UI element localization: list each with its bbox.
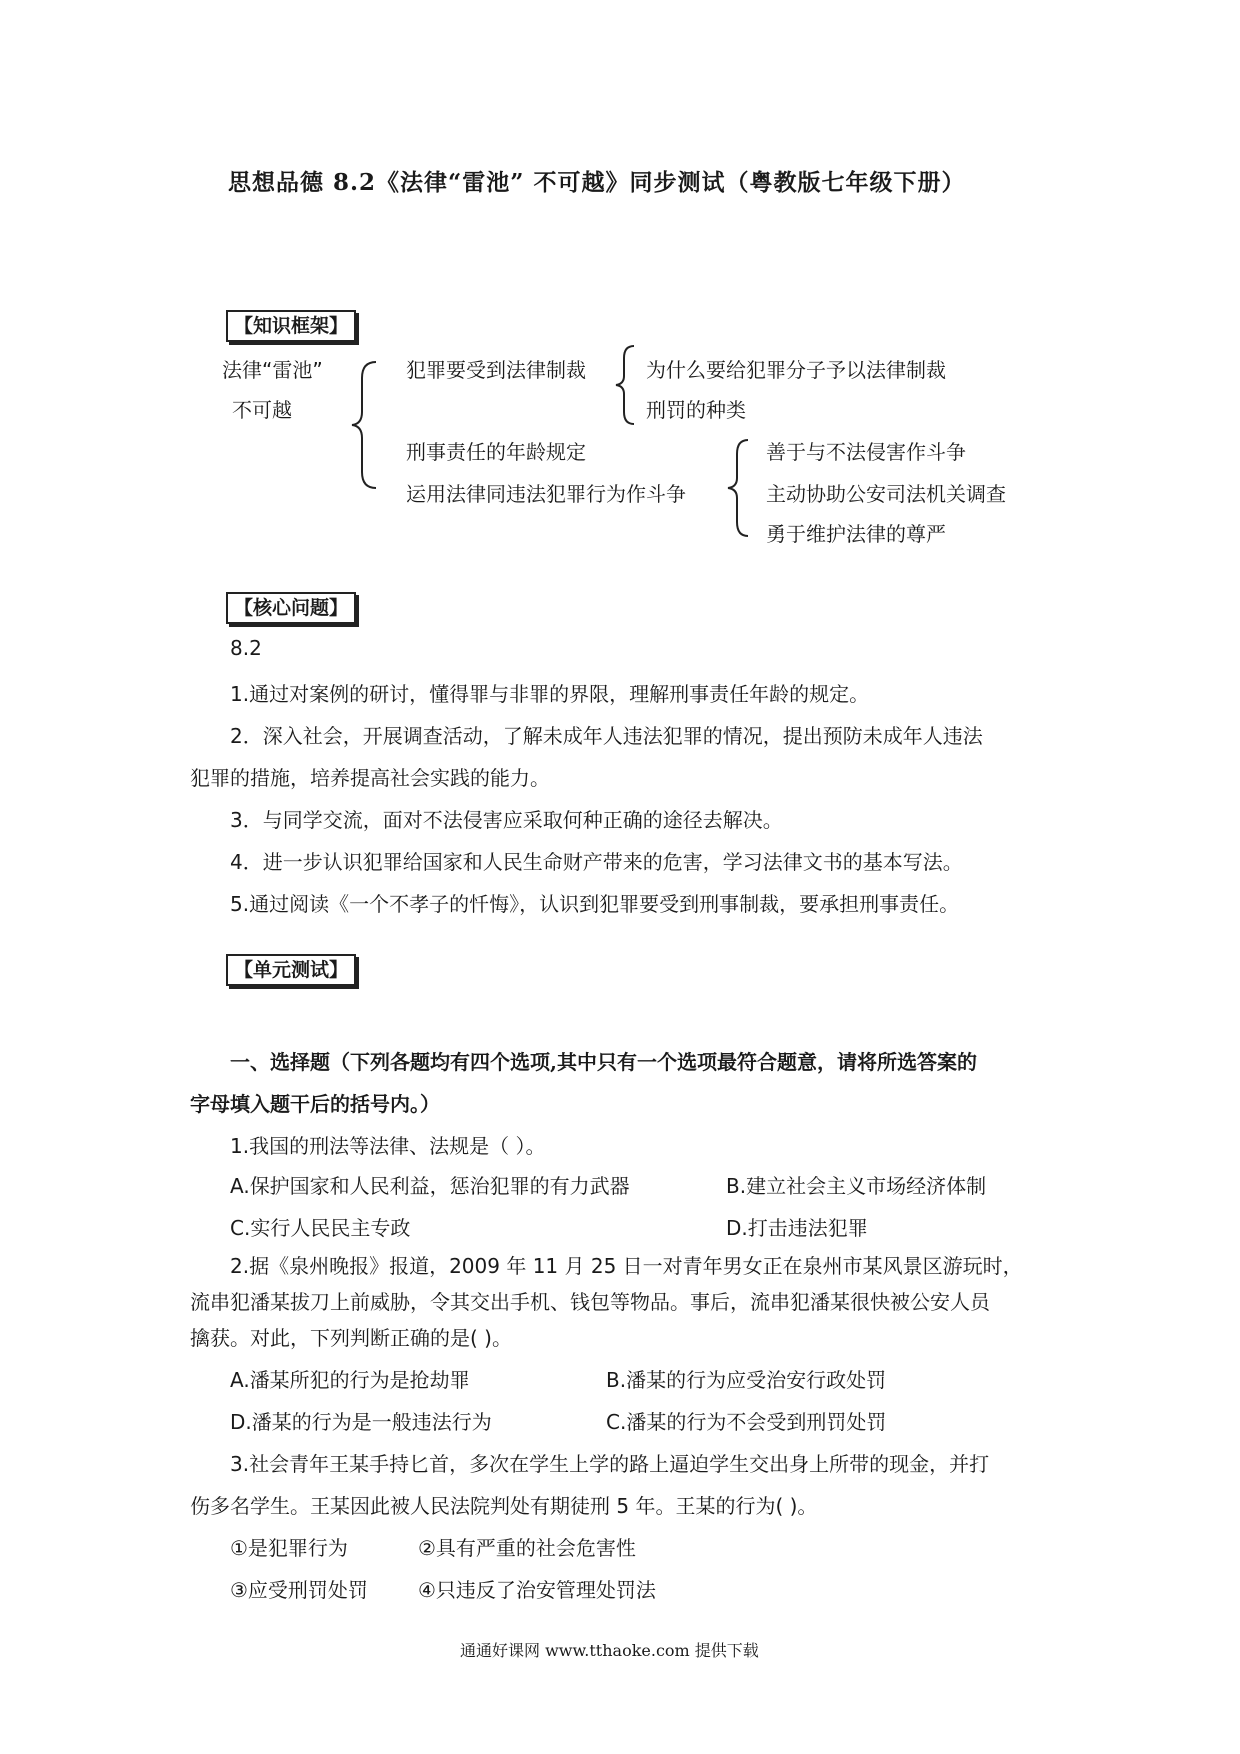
framework-branch-1: 犯罪要受到法律制裁: [406, 358, 586, 382]
test-instructions-line1: 一、选择题（下列各题均有四个选项,其中只有一个选项最符合题意，请将所选答案的: [230, 1050, 977, 1074]
core-item-4: 4．进一步认识犯罪给国家和人民生命财产带来的危害，学习法律文书的基本写法。: [230, 850, 963, 874]
core-item-5: 5.通过阅读《一个不孝子的忏悔》，认识到犯罪要受到刑事制裁，要承担刑事责任。: [230, 892, 960, 916]
framework-branch3-sub2: 主动协助公安司法机关调查: [766, 482, 1006, 506]
framework-branch3-brace: [726, 438, 750, 538]
framework-branch1-sub1: 为什么要给犯罪分子予以法律制裁: [646, 358, 946, 382]
framework-root-line2: 不可越: [232, 398, 292, 422]
framework-branch1-brace: [614, 344, 636, 426]
page-title: 思想品德 8.2《法律“雷池” 不可越》同步测试（粤教版七年级下册）: [228, 169, 966, 196]
core-item-2-line2: 犯罪的措施，培养提高社会实践的能力。: [190, 766, 550, 790]
core-section-number: 8.2: [230, 636, 262, 660]
framework-branch-2: 刑事责任的年龄规定: [406, 440, 586, 464]
core-item-3: 3．与同学交流，面对不法侵害应采取何种正确的途径去解决。: [230, 808, 783, 832]
question-3-option-1: ①是犯罪行为: [230, 1536, 348, 1560]
page-footer: 通通好课网 www.tthaoke.com 提供下载: [460, 1641, 759, 1660]
question-2-option-b: B.潘某的行为应受治安行政处罚: [606, 1368, 887, 1392]
question-3-line2: 伤多名学生。王某因此被人民法院判处有期徒刑 5 年。王某的行为( )。: [190, 1494, 818, 1518]
question-2-line2: 流串犯潘某拔刀上前威胁，令其交出手机、钱包等物品。事后，流串犯潘某很快被公安人员: [190, 1290, 990, 1314]
question-3-option-3: ③应受刑罚处罚: [230, 1578, 368, 1602]
question-1-option-b: B.建立社会主义市场经济体制: [726, 1174, 987, 1198]
framework-main-brace: [350, 360, 380, 490]
core-item-2-line1: 2．深入社会，开展调查活动，了解未成年人违法犯罪的情况，提出预防未成年人违法: [230, 724, 983, 748]
framework-branch1-sub2: 刑罚的种类: [646, 398, 746, 422]
question-1-option-c: C.实行人民民主专政: [230, 1216, 411, 1240]
question-2-line1: 2.据《泉州晚报》报道，2009 年 11 月 25 日一对青年男女正在泉州市某风景区游玩时，: [230, 1254, 1023, 1278]
question-3-option-2: ②具有严重的社会危害性: [418, 1536, 636, 1560]
question-1: 1.我国的刑法等法律、法规是（ ）。: [230, 1134, 546, 1158]
framework-root-line1: 法律“雷池”: [222, 358, 323, 382]
question-2-option-a: A.潘某所犯的行为是抢劫罪: [230, 1368, 470, 1392]
question-1-option-d: D.打击违法犯罪: [726, 1216, 868, 1240]
framework-branch3-sub3: 勇于维护法律的尊严: [766, 522, 946, 546]
question-2-option-c: C.潘某的行为不会受到刑罚处罚: [606, 1410, 887, 1434]
question-3-line1: 3.社会青年王某手持匕首，多次在学生上学的路上逼迫学生交出身上所带的现金，并打: [230, 1452, 990, 1476]
framework-branch3-sub1: 善于与不法侵害作斗争: [766, 440, 966, 464]
core-item-1: 1.通过对案例的研讨，懂得罪与非罪的界限，理解刑事责任年龄的规定。: [230, 682, 870, 706]
section-tag-framework: 【知识框架】: [226, 310, 356, 342]
question-2-line3: 擒获。对此，下列判断正确的是( )。: [190, 1326, 512, 1350]
section-tag-core: 【核心问题】: [226, 592, 356, 624]
framework-branch-3: 运用法律同违法犯罪行为作斗争: [406, 482, 686, 506]
test-instructions-line2: 字母填入题干后的括号内。）: [190, 1092, 440, 1116]
section-tag-test: 【单元测试】: [226, 954, 356, 986]
question-2-option-d: D.潘某的行为是一般违法行为: [230, 1410, 492, 1434]
question-3-option-4: ④只违反了治安管理处罚法: [418, 1578, 656, 1602]
question-1-option-a: A.保护国家和人民利益，惩治犯罪的有力武器: [230, 1174, 630, 1198]
